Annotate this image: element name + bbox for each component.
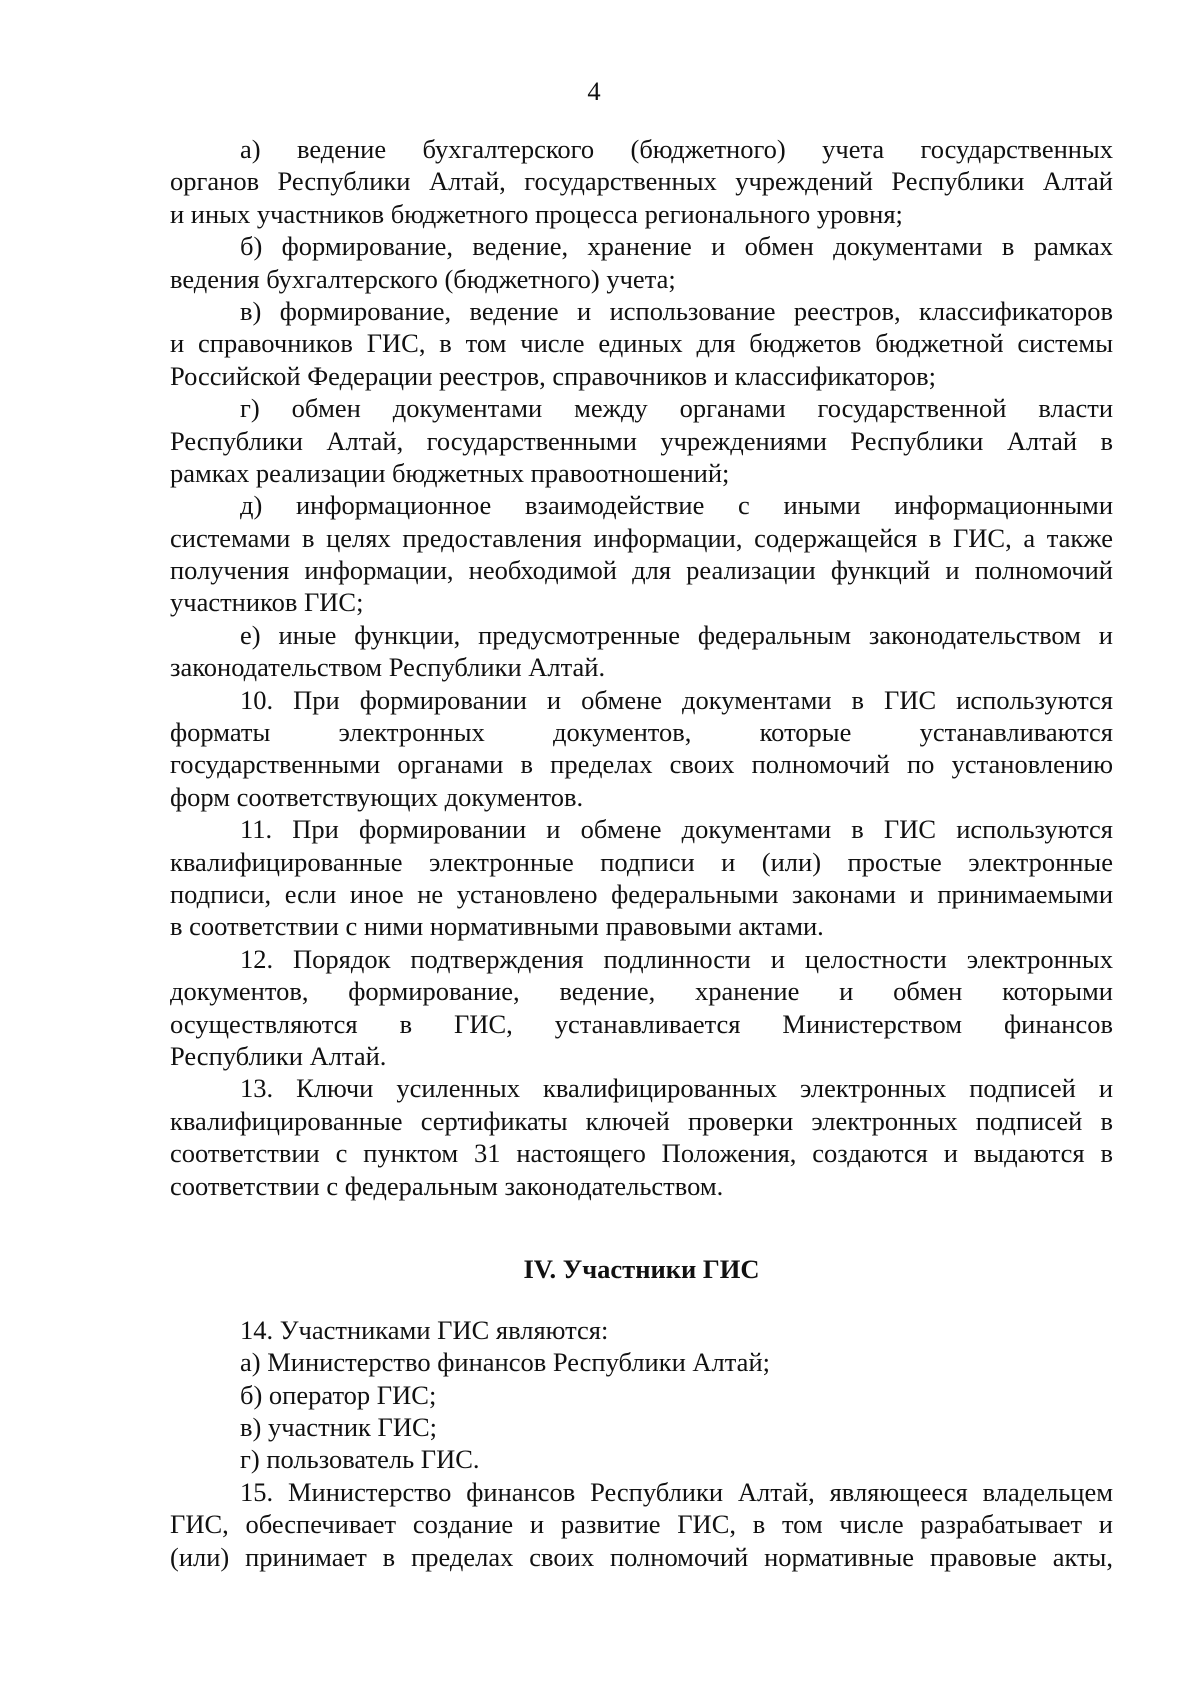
text-line: 10. При формировании и обмене документами в ГИС используются xyxy=(240,684,1113,715)
text-line: ГИС, обеспечивает создание и развитие ГИС, в том числе разрабатывает и xyxy=(170,1509,1113,1540)
text-line: 13. Ключи усиленных квалифицированных электронных подписей и xyxy=(240,1073,1113,1104)
text-line: а) ведение бухгалтерского (бюджетного) учета государственных xyxy=(240,134,1113,164)
text-line: (или) принимает в пределах своих полномочий нормативные правовые акты, xyxy=(170,1541,1113,1572)
text-line: осуществляются в ГИС, устанавливается Министерством финансов xyxy=(170,1008,1113,1039)
main-text xyxy=(170,133,1113,1202)
list-item: б) оператор ГИС; xyxy=(240,1379,437,1410)
text-line: Республики Алтай, государственными учреждениями Республики Алтай в xyxy=(170,425,1113,456)
text-line: форматы электронных документов, которые устанавливаются xyxy=(170,717,1113,748)
text-line: квалифицированные сертификаты ключей проверки электронных подписей в xyxy=(170,1105,1113,1136)
text-line: Республики Алтай. xyxy=(170,1040,387,1071)
text-line: 15. Министерство финансов Республики Алтай, являющееся владельцем xyxy=(240,1477,1113,1507)
text-line: и иных участников бюджетного процесса регионального уровня; xyxy=(170,198,903,229)
text-line: органов Республики Алтай, государственных учреждений Республики Алтай xyxy=(170,166,1113,197)
page-number: 4 xyxy=(587,76,601,106)
list-item: в) участник ГИС; xyxy=(240,1411,438,1442)
text-line: Российской Федерации реестров, справочников и классификаторов; xyxy=(170,360,936,391)
text-line: ведения бухгалтерского (бюджетного) учета; xyxy=(170,263,676,294)
text-line: и справочников ГИС, в том числе единых для бюджетов бюджетной системы xyxy=(170,328,1113,359)
text-line: е) иные функции, предусмотренные федеральным законодательством и xyxy=(240,619,1113,650)
text-line: б) формирование, ведение, хранение и обмен документами в рамках xyxy=(240,231,1113,262)
text-line: форм соответствующих документов. xyxy=(170,781,584,812)
text-line: д) информационное взаимодействие с иными информационными xyxy=(240,490,1113,521)
text-line: в) формирование, ведение и использование реестров, классификаторов xyxy=(240,295,1113,326)
text-line: квалифицированные электронные подписи и (или) простые электронные xyxy=(170,846,1113,877)
text-line: государственными органами в пределах своих полномочий по установлению xyxy=(170,749,1113,780)
text-line: 11. При формировании и обмене документами в ГИС используются xyxy=(240,814,1113,845)
text-line: г) обмен документами между органами государственной власти xyxy=(240,393,1113,424)
list-item: 14. Участниками ГИС являются: xyxy=(240,1315,609,1345)
section-heading: IV. Участники ГИС xyxy=(523,1254,760,1284)
paragraph-15 xyxy=(170,1476,1113,1573)
text-line: в соответствии с ними нормативными правовыми актами. xyxy=(170,911,824,942)
list-item: г) пользователь ГИС. xyxy=(240,1444,480,1475)
text-line: соответствии с федеральным законодательством. xyxy=(170,1170,724,1201)
text-line: законодательством Республики Алтай. xyxy=(170,652,606,683)
text-line: 12. Порядок подтверждения подлинности и целостности электронных xyxy=(240,943,1113,974)
text-line: участников ГИС; xyxy=(170,587,364,618)
text-line: соответствии с пунктом 31 настоящего Положения, создаются и выдаются в xyxy=(170,1138,1113,1169)
list-item: а) Министерство финансов Республики Алтай; xyxy=(240,1347,770,1378)
text-line: получения информации, необходимой для реализации функций и полномочий xyxy=(170,555,1113,586)
participants-list xyxy=(240,1314,770,1475)
text-line: рамках реализации бюджетных правоотношений; xyxy=(170,457,730,488)
text-line: документов, формирование, ведение, хранение и обмен которыми xyxy=(170,976,1113,1007)
text-line: подписи, если иное не установлено федеральными законами и принимаемыми xyxy=(170,878,1113,909)
text-line: системами в целях предоставления информации, содержащейся в ГИС, а также xyxy=(170,522,1113,553)
